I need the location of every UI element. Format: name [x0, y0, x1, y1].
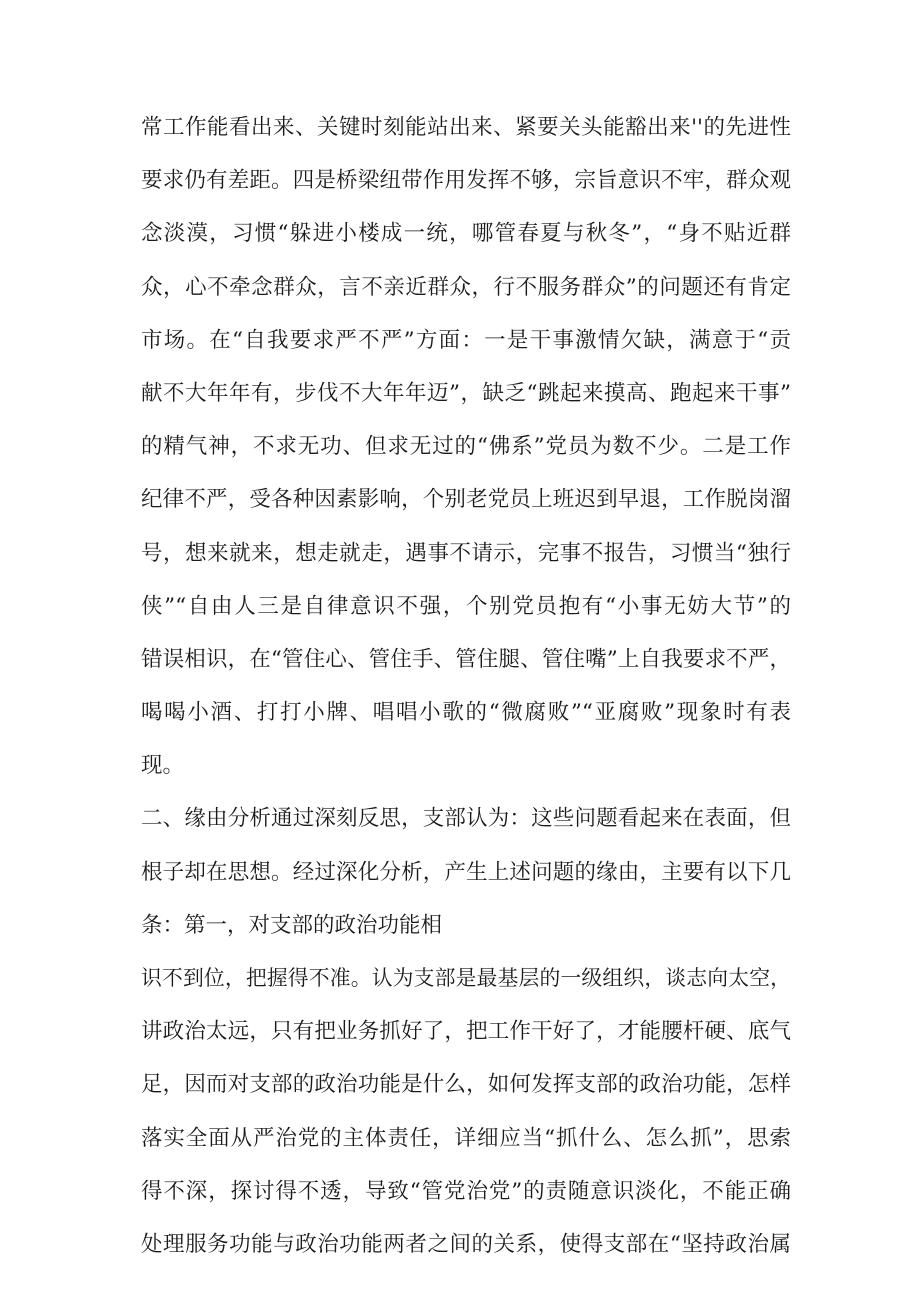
text-line: 众，心不牵念群众，言不亲近群众，行不服务群众”的问题还有肯定 — [141, 274, 791, 300]
text-line: 错误相识，在“管住心、管住手、管住腿、管住嘴”上自我要求不严， — [141, 646, 791, 672]
body-text — [141, 101, 791, 1271]
text-line: 得不深，探讨得不透，导致“管党治党”的责随意识淡化，不能正确 — [141, 1178, 791, 1204]
text-line: 要求仍有差距。四是桥梁纽带作用发挥不够，宗旨意识不牢，群众观 — [141, 168, 791, 194]
text-line: 的精气神，不求无功、但求无过的“佛系”党员为数不少。二是工作 — [141, 434, 791, 460]
text-line: 侠”“自由人三是自律意识不强，个别党员抱有“小事无妨大节”的 — [141, 593, 791, 619]
text-line: 号，想来就来，想走就走，遇事不请示，完事不报告，习惯当“独行 — [141, 540, 791, 566]
text-line: 念淡漠，习惯“躲进小楼成一统，哪管春夏与秋冬”，“身不贴近群 — [141, 221, 791, 247]
text-line: 献不大年年有，步伐不大年年迈”，缺乏“跳起来摸高、跑起来干事” — [141, 380, 791, 406]
text-line: 纪律不严，受各种因素影响，个别老党员上班迟到早退，工作脱岗溜 — [141, 487, 791, 513]
text-line: 识不到位，把握得不准。认为支部是最基层的一级组织，谈志向太空， — [141, 966, 791, 990]
text-line: 落实全面从严治党的主体责任，详细应当“抓什么、怎么抓”，思索 — [141, 1125, 791, 1151]
text-line: 市场。在“自我要求严不严”方面：一是干事激情欠缺，满意于“贡 — [141, 327, 791, 353]
text-line: 现。 — [141, 753, 185, 779]
text-line: 根子却在思想。经过深化分析，产生上述问题的缘由，主要有以下几 — [141, 859, 791, 885]
text-line: 处理服务功能与政治功能两者之间的关系，使得支部在“坚持政治属 — [141, 1231, 791, 1257]
text-line: 二、缘由分析通过深刻反思，支部认为：这些问题看起来在表面，但 — [141, 806, 791, 832]
text-line: 讲政治太远，只有把业务抓好了，把工作干好了，才能腰杆硬、底气 — [141, 1019, 791, 1045]
text-line: 常工作能看出来、关键时刻能站出来、紧要关头能豁出来''的先进性 — [141, 115, 791, 140]
text-line: 足，因而对支部的政治功能是什么，如何发挥支部的政治功能，怎样 — [141, 1072, 791, 1098]
text-line: 条：第一，对支部的政治功能相 — [141, 912, 443, 938]
text-line: 喝喝小酒、打打小牌、唱唱小歌的“微腐败”“亚腐败”现象时有表 — [141, 700, 791, 726]
